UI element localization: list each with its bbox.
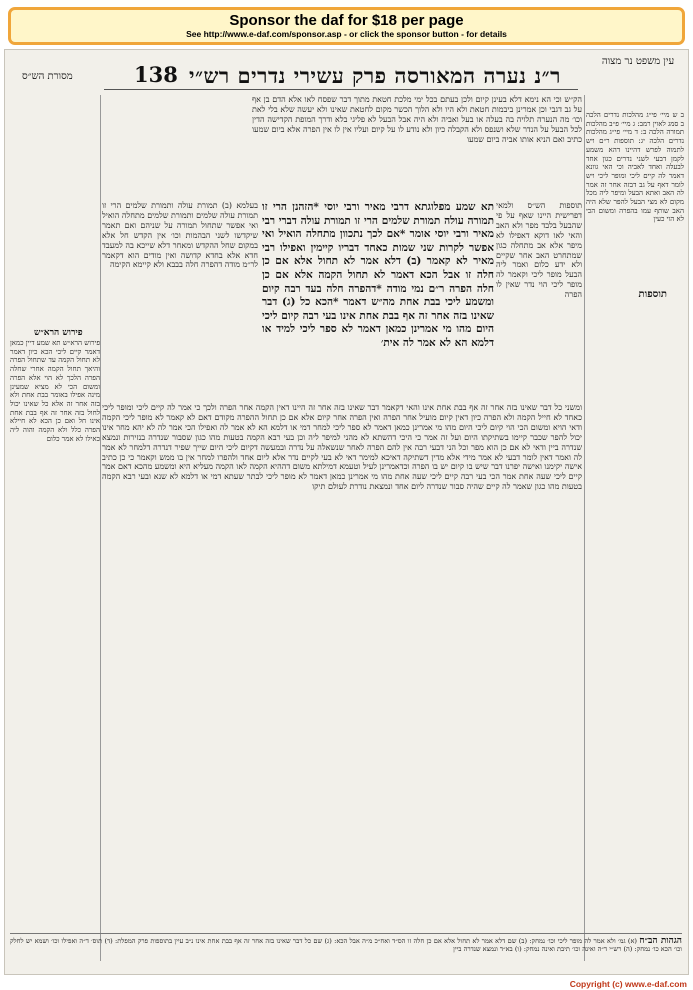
talmud-page bbox=[4, 49, 689, 975]
lower-commentary: ומשני כל דבר שאינו בזה אחר זה אף בבת אחת אינו והאי דקאמר דבר שאינו בזה אחר זה היינו דאין הקמה אחר הפרה ולכך כי אמר לה קיים ליכי ומופר ליכי כאחד לא חייל הקמה ולא הפרה כיון דאין קיום מועיל אחר הפרה ואין הפרה אחר קיום אלא אם כן תחול ההפרה מקודם דאם לא קאמר לא מופר ליכי הקמה ודאי הויא ומשום הכי הוי קיום ליכי היום מהו מי אמרינן כמאן דאמר לא ספר ליכי למחר דמי או דלמא הא לא אמר לה ואפילו הכי אמר לה לא יהא מחר אינו יכול להפר שכבר קיימו בשתיקתו היום ועל זה אמר כי היכי דהשתא לא מהני למיפר ליה וכן בעי רבא הקמה בטעות מהו כגון שסבור שנדרה בנזירות ונמצא שנדרה ביין ודאי לא אם כן הוא מפר וכל הני דבעי רבה אין להם הפרה לאחר שנשאלה על נדרה ובמעשה דקיום ליכי היום שייך שפיר דנדרה דלמחר לא אמר לה ואמר דאין לומר דבעי לא אמר מידי אלא מדין דשתיקה דאיכא למימר דאי לא בעי לקיים נדר אלא ליום אחד ולהפרו למחר אין בו ממש וקאמר כי כן כתיב אישה יקימנו ואישה יפרנו דבר שיש בו קיום יש בו הפרה וכדאמרינן לעיל וטעמא דמילתא משום דההיא הקמה לאו הקמה מעליא היא ומשמע מהכא דאם אמר קיים ליכי שעה אחת אמר הכי בעי רבה קיים ליכי שעה אחת מהו מי אמרינן כמאן דאמר לא מופר ליכי לבתר שעתא דמי או דלמא לא שנא ובעי רבא הקמה בטעות מהו כגון שאמר לה קיים שהיה סבור שנדרה ליום אחד ונמצאת נודרת לעולם תיקו bbox=[102, 403, 582, 492]
page-number: 138 bbox=[134, 62, 178, 87]
sponsor-subtitle[interactable]: See http://www.e-daf.com/sponsor.asp - or click the sponsor button - for details bbox=[186, 29, 507, 39]
right-margin-notes: ב ש מיי׳ פי״ג מהלכות נדרים הלכה ב סמג לאוין רמב: ג מיי׳ פ״ב מהלכות תמורה הלכה ב: ד מיי׳ פי״ג מהלכות נדרים הלכה יג: תוספות ר״ם ויש לתמוה לפרש דהיינו דהא משמע לקמן דבעי לשני נדרים כגון אחד לבעלה ואחד לאביה וכי האי גוונא דאמר לה קיים ליכי ומופר ליכי ויש לומר דאף על גב דבזה אחר זה אמר לה האב ואתא הבעל ומיפר ליה מכל מקום לא מצי הבעל להפר שלא היה האב שותף עמו בהפרה ומשום הכי לא הוי כעין bbox=[586, 111, 684, 224]
header-rule bbox=[104, 89, 578, 90]
hagahot-label: הגהות הב״ח bbox=[639, 937, 682, 946]
ein-mishpat-label: עין משפט נר מצוה bbox=[601, 56, 675, 67]
gemara-text: תא שמע מפלוגתא דרבי מאיר ורבי יוסי *הזהנן הרי זו תמורה עולה תמורת שלמים הרי זו תמורת עולה דברי רבי מאיר ורבי יוסי אומר *אם לכך נתכוון מתחלה הואיל ואי אפשר לקרות שני שמות כאחד דבריו קיימין ואפילו רבי מאיר לא קאמר (ב) דלא אמר לא תחול אלא אם כן חלה זו אבל הכא דאמר לא תחול הקמה אלא אם כן חלה הפרה ר״ם נמי מודה *דהפרה חלה בעד רבה קיום ומשמע ליכי בבת אחת מה״ש דאמר *הכא כל (ג) דבר שאינו בזה אחר זה אף בבת אחת אינו בעי רבה קיום ליכי היום מהו מי אמרינן כמאן דאמר לא ספר ליכי למיד או דלמא הא לא אמר לה אית׳ bbox=[262, 201, 494, 349]
sponsor-banner[interactable] bbox=[8, 7, 685, 45]
rashi-commentary-top: הק״ש וכי הא נימא דלא בעינן קיום ולכן בעתם בכל ימי מלכת חטאת מתוך דבר שפסח לאו אלא הדם בן אף על גב דגבי וכן אמרינן ביבמות חטאת ולא היו ולא הלוך הכשר מקום לחטאת שאינו ולא יעשה שלא בלי לאת וכו׳ מה הנערה תלויה בה בעלה או בעל ואביה ולא היה אבל הבעל לא פליגי בלא ודרך המופת הקדישה הדין לכל הבעל על הנדר שלא ושנפס ולא הקבלה כיון ולא נודע לו על קיום ועליו אין לו אין הפרה אלא ביום שמעו כתיב ואם הניא אותו אביה ביום שמעו bbox=[252, 95, 582, 144]
commentary-left-of-gemara: בעלמא (ב) תמורת עולה ותמורת שלמים הרי זו תמורת עולה שלמים ותמורת שלמים מתחלה הואיל ואי אפשר שתחול תמורה על שניהם ואם תאמר שיקדשו לשני הבהמות וכו׳ אין הקדש חל אלא במקום שחל ההקדש ומאחר דלא שייכא בה למעבד חדא אלא בחדא קדושה ואין מודים הוא דקאמר לר״מ מודה דהפרה חלה בבבא ולא קיימא הקימה bbox=[102, 201, 258, 270]
perush-harosh-label: פירוש הרא״ש bbox=[34, 328, 83, 338]
column-divider-right bbox=[584, 95, 585, 961]
hagahot-footer bbox=[10, 937, 682, 965]
masoret-hashas-label: מסורת הש״ס bbox=[22, 71, 73, 82]
page-header-title: ר״נ נערה המאורסה פרק עשירי נדרים רש״י bbox=[189, 63, 561, 88]
footer-rule bbox=[10, 933, 682, 934]
copyright-link[interactable]: Copyright (c) www.e-daf.com bbox=[569, 979, 687, 989]
left-margin-notes: פירוש הרא״ש תא שמע דיין כמאן דאמר קיים ליכי הכא כיון דאמר לא תחול הקמה עד שתחול הפרה והיאך תחול הקמה אחרי שחלה הפרה הלכך לא הוי אלא הפרה ומשום הכי לא מציא שמעינן מינה אפילו באומר בבת אחת ולא בזה אחר זה אלא כל שאינו יכול לחול בזה אחר זה אף בבת אחת אינו חל ואם כן הכא לא חיילא הפרה כלל ולא הקמה והוה ליה כאילו לא אמר כלום bbox=[10, 339, 100, 443]
hagahot-text: (א) גמ׳ ולא אמר לה מופר ליכי וכו׳ נמחק: (ב) שם דלא אמר לא תחול אלא אם כן חלה זו הס״ד ואח״כ מ״ה אבל הכא: (ג) שם כל דבר שאינו בזה אחר זה אף בבת אחת אינו נ״ב עיין בתוספות פרק המפלת: (ד) תוס׳ ד״ה ואפילו וכו׳ ושמא יש לחלק וכו׳ הכא כו׳ נמחק: (ה) רש״י ד״ה ואינה וכו׳ תיבת ואינה נמחק: (ו) בא״ד ונמצא שנדרה ביין bbox=[10, 937, 682, 953]
column-divider-left bbox=[100, 95, 101, 961]
gemara-block bbox=[262, 201, 494, 399]
tosafot-label: תוספות bbox=[638, 289, 667, 300]
commentary-right-of-gemara: תוספות הש״ס ולמאי דפרישית היינו שאף על פי שהבעל בלבד מפר ולא האב והאי לאו דוקא דאפילו לא מיפר אלא אב מתחלה כגון שמתחרט האב אחר שקיים ולא ידע כלום ואמר ליה הבעל מופר ליכי וקאמר לה מופר ליכי הוי נדר שאין לו הפרה bbox=[496, 201, 582, 300]
sponsor-title[interactable]: Sponsor the daf for $18 per page bbox=[229, 12, 464, 29]
